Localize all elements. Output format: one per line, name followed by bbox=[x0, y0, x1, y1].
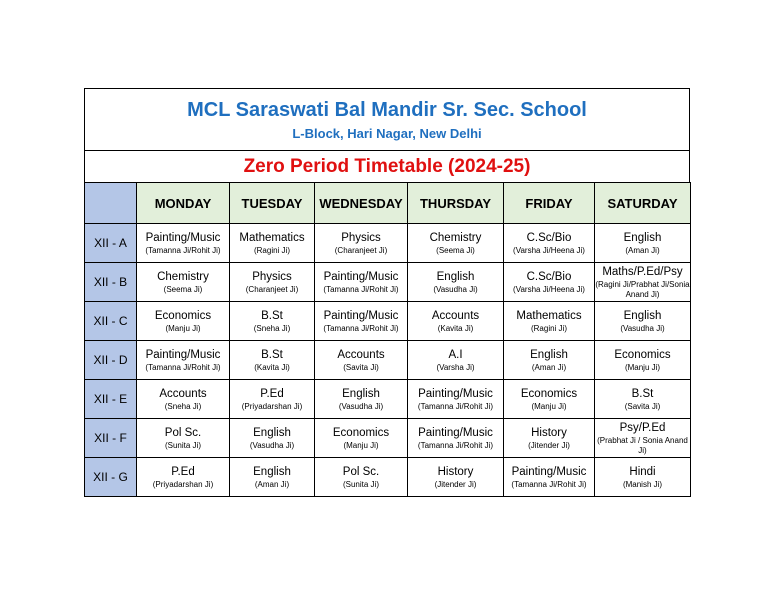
teacher-text: (Manju Ji) bbox=[343, 440, 379, 450]
teacher-text: (Manju Ji) bbox=[165, 323, 201, 333]
period-cell bbox=[315, 419, 408, 458]
teacher-text: (Ragini Ji/Prabhat Ji/Sonia Anand Ji) bbox=[595, 279, 690, 299]
period-cell bbox=[408, 302, 504, 341]
subject-text: Maths/P.Ed/Psy bbox=[602, 265, 683, 278]
class-label: XII - G bbox=[85, 458, 137, 497]
period-cell bbox=[408, 341, 504, 380]
table-row bbox=[85, 302, 691, 341]
day-header: MONDAY bbox=[137, 183, 230, 224]
subject-text: Economics bbox=[154, 309, 212, 322]
period-cell bbox=[504, 224, 595, 263]
class-label: XII - B bbox=[85, 263, 137, 302]
subject-text: Painting/Music bbox=[323, 270, 399, 283]
period-cell bbox=[408, 419, 504, 458]
period-cell bbox=[408, 380, 504, 419]
period-cell bbox=[408, 458, 504, 497]
period-cell bbox=[595, 302, 691, 341]
subject-text: Accounts bbox=[337, 348, 385, 361]
period-cell bbox=[315, 224, 408, 263]
table-row bbox=[85, 419, 691, 458]
subject-text: English bbox=[436, 270, 475, 283]
subject-text: C.Sc/Bio bbox=[526, 231, 572, 244]
teacher-text: (Varsha Ji/Heena Ji) bbox=[513, 284, 585, 294]
teacher-text: (Savita Ji) bbox=[624, 401, 661, 411]
teacher-text: (Vasudha Ji) bbox=[249, 440, 295, 450]
subject-text: P.Ed bbox=[260, 387, 284, 400]
school-address: L-Block, Hari Nagar, New Delhi bbox=[292, 126, 482, 141]
period-cell bbox=[595, 380, 691, 419]
period-cell bbox=[504, 380, 595, 419]
subject-text: A.I bbox=[448, 348, 463, 361]
period-cell bbox=[137, 341, 230, 380]
period-cell bbox=[137, 224, 230, 263]
table-row bbox=[85, 458, 691, 497]
subject-text: C.Sc/Bio bbox=[526, 270, 572, 283]
subject-text: History bbox=[437, 465, 474, 478]
subject-text: Painting/Music bbox=[511, 465, 587, 478]
timetable-grid bbox=[84, 182, 691, 497]
period-cell bbox=[408, 224, 504, 263]
teacher-text: (Vasudha Ji) bbox=[620, 323, 665, 333]
subject-text: Painting/Music bbox=[145, 231, 221, 244]
teacher-text: (Charanjeet Ji) bbox=[245, 284, 299, 294]
teacher-text: (Tamanna Ji/Rohit Ji) bbox=[145, 362, 221, 372]
subject-text: English bbox=[623, 231, 662, 244]
teacher-text: (Tamanna Ji/Rohit Ji) bbox=[417, 440, 494, 450]
period-cell bbox=[595, 419, 691, 458]
teacher-text: (Sneha Ji) bbox=[253, 323, 291, 333]
subject-text: English bbox=[253, 426, 291, 439]
subject-text: English bbox=[342, 387, 380, 400]
subject-text: Economics bbox=[332, 426, 390, 439]
teacher-text: (Sunita Ji) bbox=[164, 440, 201, 450]
period-cell bbox=[504, 341, 595, 380]
teacher-text: (Manish Ji) bbox=[622, 479, 663, 489]
teacher-text: (Vasudha Ji) bbox=[338, 401, 384, 411]
subject-text: Painting/Music bbox=[418, 387, 493, 400]
teacher-text: (Tamanna Ji/Rohit Ji) bbox=[145, 245, 221, 255]
period-cell bbox=[230, 458, 315, 497]
teacher-text: (Aman Ji) bbox=[625, 245, 660, 255]
day-header: TUESDAY bbox=[230, 183, 315, 224]
period-cell bbox=[230, 419, 315, 458]
timetable-title: Zero Period Timetable (2024-25) bbox=[243, 156, 531, 177]
teacher-text: (Kavita Ji) bbox=[437, 323, 474, 333]
teacher-text: (Seema Ji) bbox=[163, 284, 203, 294]
subject-text: B.St bbox=[261, 309, 283, 322]
subject-text: Painting/Music bbox=[145, 348, 221, 361]
subject-text: Pol Sc. bbox=[342, 465, 380, 478]
period-cell bbox=[137, 419, 230, 458]
period-cell bbox=[137, 458, 230, 497]
title-row bbox=[84, 150, 690, 182]
teacher-text: (Priyadarshan Ji) bbox=[241, 401, 303, 411]
period-cell bbox=[595, 263, 691, 302]
teacher-text: (Sunita Ji) bbox=[342, 479, 379, 489]
teacher-text: (Manju Ji) bbox=[531, 401, 567, 411]
subject-text: B.St bbox=[261, 348, 283, 361]
teacher-text: (Jitender Ji) bbox=[528, 440, 570, 450]
subject-text: English bbox=[530, 348, 568, 361]
period-cell bbox=[315, 380, 408, 419]
period-cell bbox=[595, 458, 691, 497]
subject-text: Pol Sc. bbox=[164, 426, 202, 439]
teacher-text: (Aman Ji) bbox=[254, 479, 290, 489]
period-cell bbox=[315, 341, 408, 380]
teacher-text: (Aman Ji) bbox=[531, 362, 567, 372]
period-cell bbox=[230, 263, 315, 302]
table-row bbox=[85, 341, 691, 380]
class-label: XII - C bbox=[85, 302, 137, 341]
school-header bbox=[84, 88, 690, 150]
teacher-text: (Prabhat Ji / Sonia Anand Ji) bbox=[597, 435, 688, 455]
day-header: SATURDAY bbox=[595, 183, 691, 224]
teacher-text: (Ragini Ji) bbox=[530, 323, 567, 333]
period-cell bbox=[504, 302, 595, 341]
day-header-row bbox=[85, 183, 691, 224]
table-row bbox=[85, 263, 691, 302]
timetable-body bbox=[85, 224, 691, 497]
teacher-text: (Sneha Ji) bbox=[164, 401, 202, 411]
subject-text: Economics bbox=[520, 387, 578, 400]
class-label: XII - D bbox=[85, 341, 137, 380]
period-cell bbox=[315, 263, 408, 302]
corner-cell bbox=[85, 183, 137, 224]
subject-text: Painting/Music bbox=[323, 309, 399, 322]
period-cell bbox=[230, 302, 315, 341]
period-cell bbox=[595, 224, 691, 263]
period-cell bbox=[137, 380, 230, 419]
teacher-text: (Vasudha Ji) bbox=[433, 284, 478, 294]
subject-text: Mathematics bbox=[239, 231, 305, 244]
period-cell bbox=[408, 263, 504, 302]
table-row bbox=[85, 224, 691, 263]
teacher-text: (Manju Ji) bbox=[624, 362, 661, 372]
teacher-text: (Tamanna Ji/Rohit Ji) bbox=[417, 401, 494, 411]
school-name: MCL Saraswati Bal Mandir Sr. Sec. School bbox=[187, 99, 587, 121]
subject-text: Painting/Music bbox=[418, 426, 493, 439]
subject-text: Accounts bbox=[431, 309, 480, 322]
subject-text: Physics bbox=[341, 231, 381, 244]
class-label: XII - A bbox=[85, 224, 137, 263]
period-cell bbox=[504, 458, 595, 497]
subject-text: Chemistry bbox=[429, 231, 482, 244]
teacher-text: (Varsha Ji) bbox=[436, 362, 475, 372]
subject-text: English bbox=[623, 309, 662, 322]
subject-text: Psy/P.Ed bbox=[619, 421, 666, 434]
teacher-text: (Tamanna Ji/Rohit Ji) bbox=[323, 284, 399, 294]
period-cell bbox=[137, 263, 230, 302]
subject-text: Mathematics bbox=[516, 309, 582, 322]
subject-text: P.Ed bbox=[171, 465, 195, 478]
teacher-text: (Tamanna Ji/Rohit Ji) bbox=[511, 479, 587, 489]
teacher-text: (Jitender Ji) bbox=[434, 479, 477, 489]
subject-text: Chemistry bbox=[157, 270, 209, 283]
teacher-text: (Ragini Ji) bbox=[253, 245, 290, 255]
teacher-text: (Seema Ji) bbox=[436, 245, 475, 255]
subject-text: English bbox=[253, 465, 291, 478]
day-header: FRIDAY bbox=[504, 183, 595, 224]
period-cell bbox=[504, 419, 595, 458]
subject-text: Physics bbox=[252, 270, 292, 283]
period-cell bbox=[315, 458, 408, 497]
teacher-text: (Varsha Ji/Heena Ji) bbox=[513, 245, 585, 255]
day-header: WEDNESDAY bbox=[315, 183, 408, 224]
subject-text: Accounts bbox=[159, 387, 207, 400]
subject-text: Hindi bbox=[629, 465, 656, 478]
class-label: XII - E bbox=[85, 380, 137, 419]
period-cell bbox=[137, 302, 230, 341]
period-cell bbox=[504, 263, 595, 302]
period-cell bbox=[595, 341, 691, 380]
period-cell bbox=[230, 380, 315, 419]
timetable-sheet bbox=[84, 88, 690, 497]
class-label: XII - F bbox=[85, 419, 137, 458]
period-cell bbox=[230, 341, 315, 380]
day-header: THURSDAY bbox=[408, 183, 504, 224]
teacher-text: (Kavita Ji) bbox=[254, 362, 290, 372]
subject-text: B.St bbox=[631, 387, 654, 400]
teacher-text: (Priyadarshan Ji) bbox=[152, 479, 214, 489]
table-row bbox=[85, 380, 691, 419]
teacher-text: (Charanjeet Ji) bbox=[334, 245, 388, 255]
period-cell bbox=[315, 302, 408, 341]
teacher-text: (Tamanna Ji/Rohit Ji) bbox=[323, 323, 399, 333]
period-cell bbox=[230, 224, 315, 263]
teacher-text: (Savita Ji) bbox=[343, 362, 379, 372]
subject-text: Economics bbox=[614, 348, 671, 361]
subject-text: History bbox=[531, 426, 567, 439]
